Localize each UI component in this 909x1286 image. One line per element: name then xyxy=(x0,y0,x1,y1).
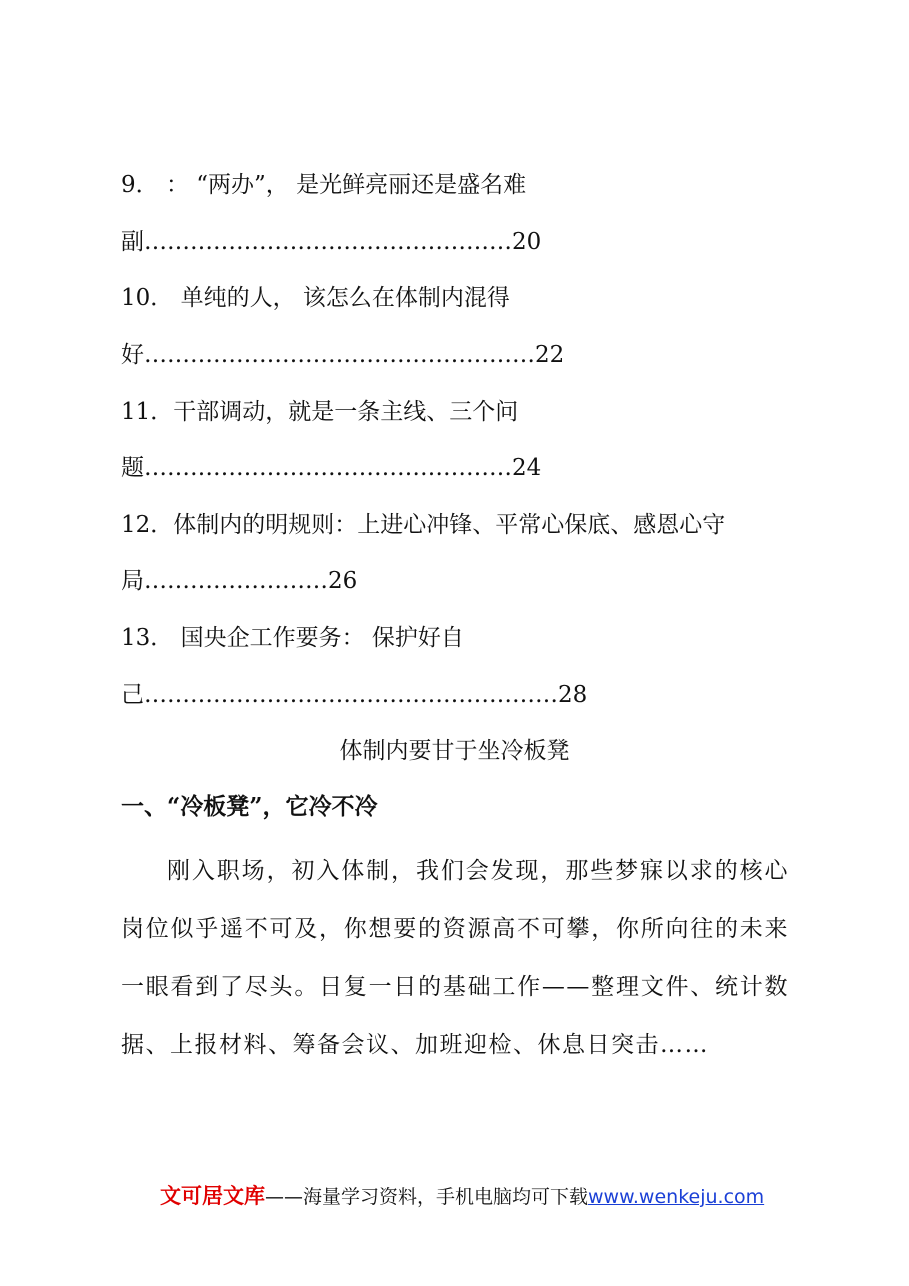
footer-brand: 文可居文库 xyxy=(160,1184,265,1208)
document-title: 体制内要甘于坐冷板凳 xyxy=(339,738,570,764)
toc-item-11-page[interactable]: 题…………………………………………24 xyxy=(121,455,542,481)
toc-item-11[interactable]: 11．干部调动，就是一条主线、三个问 xyxy=(121,399,519,425)
toc-item-12-page[interactable]: 局……………………26 xyxy=(121,568,358,594)
footer-slogan: ——海量学习资料，手机电脑均可下载 xyxy=(265,1186,589,1208)
body-paragraph: 刚入职场，初入体制，我们会发现，那些梦寐以求的核心岗位似乎遥不可及，你想要的资源高不可攀，你所向往的未来一眼看到了尽头。日复一日的基础工作——整理文件、统计数据、上报材料、筹备会议、加班迎检、休息日突击…… xyxy=(121,858,789,1058)
toc-item-10-page[interactable]: 好……………………………………………22 xyxy=(121,342,565,368)
footer-link[interactable]: www.wenkeju.com xyxy=(588,1186,765,1208)
toc-item-9[interactable]: 9． ： “两办”， 是光鲜亮丽还是盛名难 xyxy=(121,172,527,198)
section-heading: 一、“冷板凳”，它冷不冷 xyxy=(121,793,378,820)
toc-item-12[interactable]: 12．体制内的明规则：上进心冲锋、平常心保底、感恩心守 xyxy=(121,512,726,538)
toc-item-13[interactable]: 13． 国央企工作要务： 保护好自 xyxy=(121,625,464,651)
footer-banner xyxy=(160,1182,764,1211)
toc-item-10[interactable]: 10． 单纯的人， 该怎么在体制内混得 xyxy=(121,285,510,311)
toc-item-13-page[interactable]: 己………………………………………………28 xyxy=(121,682,588,708)
toc-item-9-page[interactable]: 副…………………………………………20 xyxy=(121,229,542,255)
